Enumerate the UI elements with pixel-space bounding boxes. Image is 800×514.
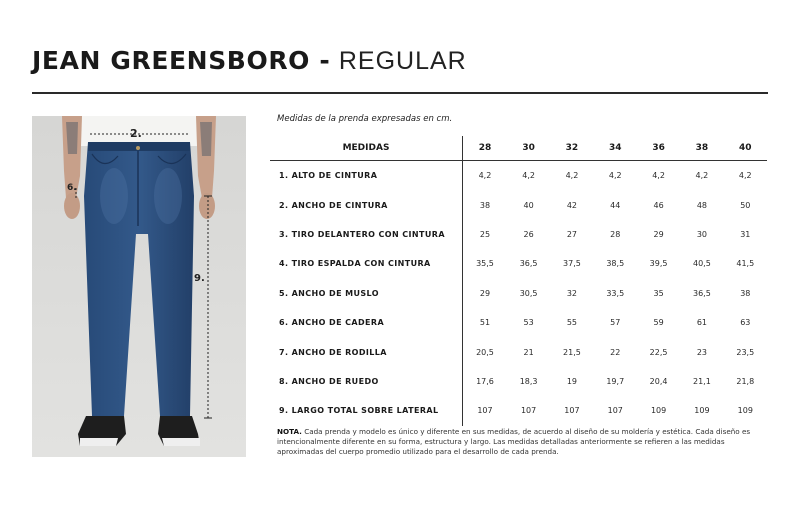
- row-label: 2. ANCHO DE CINTURA: [270, 190, 463, 219]
- hip-label: 6.: [67, 183, 77, 193]
- table-cell: 63: [740, 318, 751, 328]
- page-title: [32, 46, 467, 76]
- size-header: 36: [637, 136, 680, 161]
- table-cell: 17,6: [476, 376, 494, 386]
- table-row: [270, 161, 767, 191]
- table-cell: 4,2: [738, 171, 752, 181]
- table-cell: 23,5: [736, 347, 755, 357]
- size-header: 30: [507, 136, 550, 161]
- waist-label: 2.: [130, 127, 142, 140]
- row-label: 1. ALTO DE CINTURA: [270, 161, 463, 191]
- table-cell: 109: [737, 406, 753, 416]
- table-cell: 18,3: [519, 376, 538, 386]
- table-row: [270, 279, 767, 308]
- table-cell: 32: [566, 288, 578, 298]
- table-cell: 19: [566, 376, 578, 386]
- table-cell: 44: [610, 200, 621, 210]
- disclaimer-note: [277, 427, 763, 457]
- table-cell: 4,2: [695, 171, 709, 181]
- table-cell: 40: [523, 200, 534, 210]
- table-row: [270, 308, 767, 337]
- table-cell: 4,2: [652, 171, 665, 181]
- table-cell: 107: [477, 406, 493, 416]
- table-cell: 41,5: [736, 259, 755, 269]
- table-cell: 31: [740, 229, 751, 239]
- table-cell: 107: [564, 406, 580, 416]
- title-divider: [32, 92, 768, 94]
- table-row: [270, 367, 767, 396]
- table-cell: 20,5: [476, 347, 494, 357]
- table-cell: 4,2: [608, 171, 622, 181]
- row-label: 6. ANCHO DE CADERA: [270, 308, 463, 337]
- size-header: 34: [594, 136, 637, 161]
- table-cell: 4,2: [522, 171, 535, 181]
- size-header: 28: [463, 136, 507, 161]
- table-row: [270, 220, 767, 249]
- row-label: 7. ANCHO DE RODILLA: [270, 337, 463, 366]
- table-row: [270, 190, 767, 219]
- table-cell: 42: [566, 200, 578, 210]
- row-label: 5. ANCHO DE MUSLO: [270, 279, 463, 308]
- table-cell: 51: [479, 318, 491, 328]
- table-cell: 55: [566, 318, 578, 328]
- table-cell: 30,5: [519, 288, 538, 298]
- title-fit: REGULAR: [338, 47, 467, 75]
- table-cell: 36,5: [519, 259, 538, 269]
- table-cell: 107: [607, 406, 623, 416]
- size-header-row: [270, 136, 767, 161]
- row-label: 4. TIRO ESPALDA CON CINTURA: [270, 249, 463, 278]
- table-cell: 59: [653, 318, 664, 328]
- size-header: 38: [680, 136, 723, 161]
- table-cell: 4,2: [565, 171, 579, 181]
- table-cell: 33,5: [606, 288, 625, 298]
- table-cell: 46: [653, 200, 664, 210]
- table-cell: 39,5: [649, 259, 668, 269]
- table-cell: 22,5: [649, 347, 668, 357]
- table-cell: 25: [479, 229, 491, 239]
- table-cell: 21,1: [693, 376, 711, 386]
- table-cell: 19,7: [606, 376, 625, 386]
- table-cell: 21,8: [736, 376, 755, 386]
- table-cell: 35: [653, 288, 664, 298]
- table-cell: 35,5: [476, 259, 494, 269]
- table-cell: 107: [520, 406, 537, 416]
- table-cell: 50: [740, 200, 751, 210]
- table-cell: 4,2: [478, 171, 492, 181]
- units-caption: Medidas de la prenda expresadas en cm.: [277, 114, 453, 124]
- note-text: Cada prenda y modelo es único y diferente en sus medidas, de acuerdo al diseño de su moldería y estética. Cada diseño es intencionalmente diferente en su forma, estructura y largo. Las medidas detalladas anteriormente se refieren a las medidas aproximadas del cuerpo promedio utilizado para el desarrollo de cada prenda.: [277, 427, 751, 456]
- model-illustration: [32, 116, 246, 457]
- table-cell: 109: [694, 406, 710, 416]
- table-cell: 57: [610, 318, 621, 328]
- size-chart-table: [270, 136, 767, 426]
- table-cell: 30: [696, 229, 707, 239]
- table-cell: 29: [479, 288, 491, 298]
- table-cell: 40,5: [693, 259, 711, 269]
- table-cell: 20,4: [649, 376, 668, 386]
- measures-header: MEDIDAS: [270, 136, 463, 161]
- model-photo: [32, 116, 246, 457]
- table-cell: 109: [650, 406, 667, 416]
- table-cell: 23: [696, 347, 707, 357]
- table-cell: 48: [696, 200, 707, 210]
- row-label: 9. LARGO TOTAL SOBRE LATERAL: [270, 396, 463, 425]
- table-cell: 29: [653, 229, 664, 239]
- table-cell: 38: [479, 200, 491, 210]
- note-label: NOTA.: [277, 427, 302, 436]
- length-label: 9.: [194, 273, 205, 284]
- row-label: 8. ANCHO DE RUEDO: [270, 367, 463, 396]
- title-model: JEAN GREENSBORO -: [32, 46, 331, 75]
- table-cell: 21,5: [563, 347, 581, 357]
- table-cell: 27: [566, 229, 578, 239]
- table-cell: 26: [523, 229, 534, 239]
- table-cell: 53: [523, 318, 534, 328]
- table-cell: 38,5: [606, 259, 625, 269]
- table-cell: 61: [696, 318, 707, 328]
- table-cell: 22: [610, 347, 621, 357]
- table-cell: 21: [523, 347, 534, 357]
- table-cell: 28: [610, 229, 621, 239]
- table-cell: 36,5: [693, 288, 711, 298]
- table-row: [270, 337, 767, 366]
- size-header: 40: [724, 136, 767, 161]
- table-cell: 37,5: [563, 259, 581, 269]
- table-row: [270, 396, 767, 425]
- size-header: 32: [550, 136, 593, 161]
- row-label: 3. TIRO DELANTERO CON CINTURA: [270, 220, 463, 249]
- table-cell: 38: [740, 288, 751, 298]
- table-row: [270, 249, 767, 278]
